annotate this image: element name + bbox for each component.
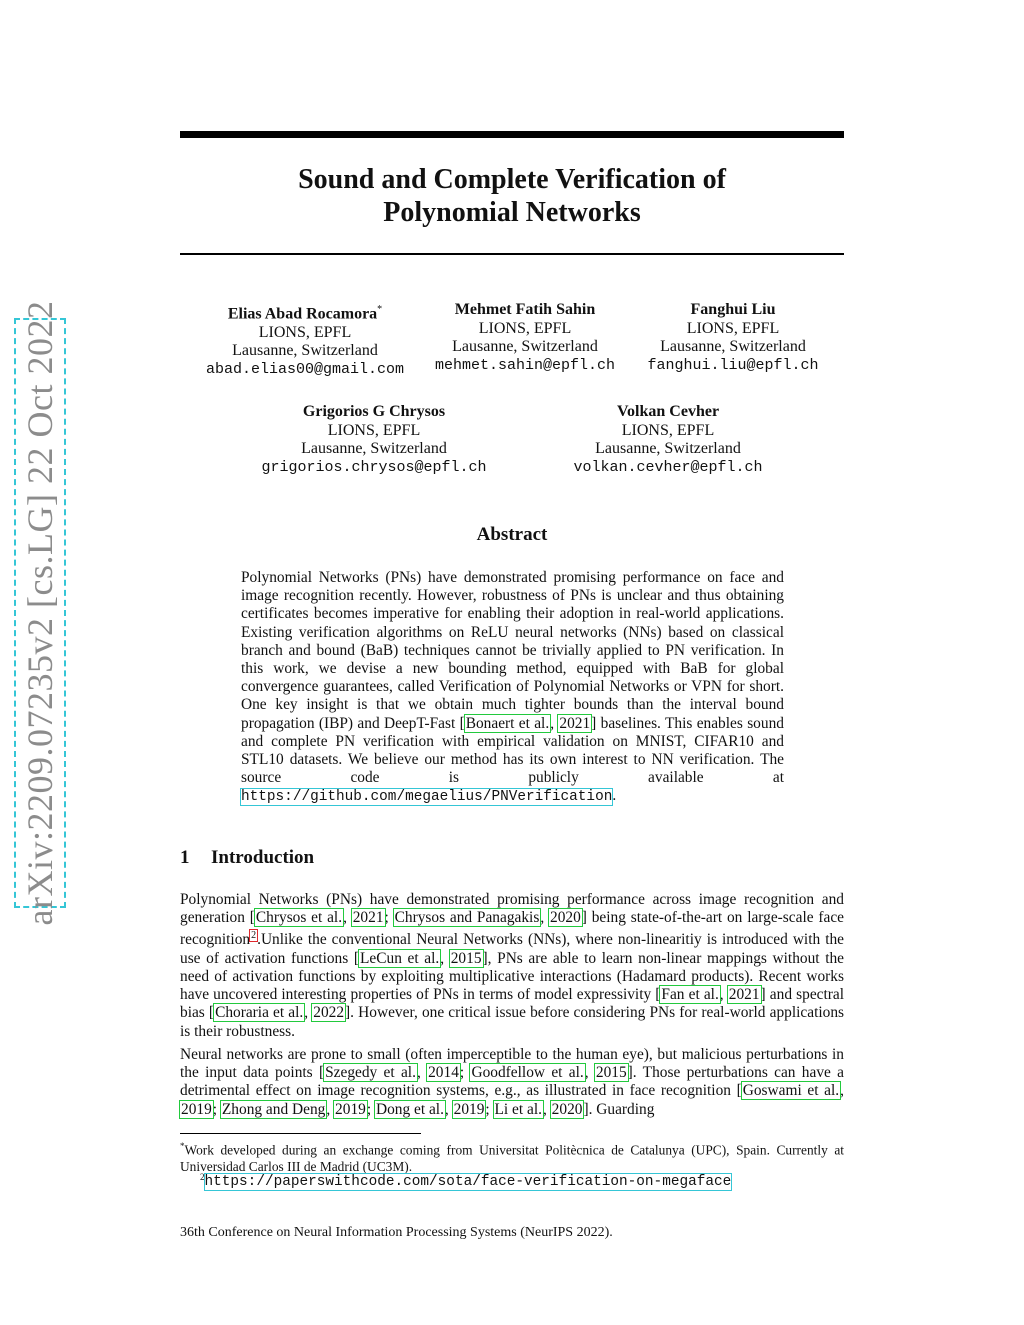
author-affiliation: LIONS, EPFL — [327, 421, 421, 439]
citation-link[interactable]: 2021 — [559, 714, 591, 732]
footnote-text: Work developed during an exchange coming from Universitat Politècnica de Catalunya (UPC), Spain. Currently at Universidad Carlos III de Madrid (UC3M). — [180, 1142, 844, 1175]
citation-link[interactable]: 2019 — [335, 1100, 366, 1118]
paragraph-text: .Unlike the conventional Neural Networks (NNs), where non-linearitiy is introduced with the use of activation functions [ — [180, 931, 844, 967]
abstract-body — [241, 569, 784, 807]
paragraph-text: ] being state-of-the-art on large-scale face recognition — [180, 909, 844, 949]
author-email[interactable]: mehmet.sahin@epfl.ch — [434, 356, 616, 374]
author-block — [254, 403, 494, 477]
author-name: Elias Abad Rocamora* — [227, 304, 383, 323]
author-email[interactable]: grigorios.chrysos@epfl.ch — [261, 458, 487, 476]
title-rule-bottom — [180, 253, 844, 255]
citation-separator: , — [550, 714, 559, 732]
author-location: Lausanne, Switzerland — [232, 342, 378, 360]
author-affiliation: LIONS, EPFL — [686, 319, 780, 337]
citation-link[interactable]: 2022 — [313, 1004, 345, 1022]
paragraph-text: Neural networks are prone to small (often imperceptible to the human eye), but malicious perturbations in the input data points [ — [180, 1046, 844, 1082]
citation-link[interactable]: Li et al. — [494, 1100, 542, 1118]
section-number: 1 — [180, 847, 190, 868]
citation-link[interactable]: Chrysos et al. — [255, 909, 343, 927]
citation-link[interactable]: LeCun et al. — [360, 949, 440, 967]
author-email[interactable]: fanghui.liu@epfl.ch — [647, 356, 819, 374]
abstract-heading: Abstract — [476, 524, 548, 545]
citation-link[interactable]: Chrysos and Panagakis — [394, 909, 540, 927]
citation-link[interactable]: 2019 — [181, 1100, 212, 1118]
citation-separator: , — [416, 1064, 428, 1082]
citation-separator: , — [304, 1004, 313, 1022]
citation-separator: ; — [459, 1064, 471, 1082]
section-title: Introduction — [211, 847, 315, 868]
citation-separator: , — [444, 1100, 453, 1118]
author-affiliation: LIONS, EPFL — [621, 421, 715, 439]
author-location: Lausanne, Switzerland — [301, 440, 447, 457]
author-email[interactable]: volkan.cevher@epfl.ch — [573, 458, 763, 476]
citation-separator: , — [840, 1082, 844, 1100]
citation-separator: , — [542, 1100, 551, 1118]
citation-link[interactable]: 2021 — [728, 986, 760, 1004]
citation-link[interactable]: Fan et al. — [661, 986, 719, 1004]
paragraph-text: ]. Those perturbations can have a detrimental effect on image recognition systems, e.g., as illustrated in face recognition [ — [180, 1064, 844, 1100]
paragraph-text: ]. However, one critical issue before considering PNs for real-world applications is their robustness. — [180, 1004, 844, 1040]
author-location: Lausanne, Switzerland — [452, 338, 598, 355]
citation-link[interactable]: Dong et al. — [375, 1100, 444, 1118]
citation-separator: ; — [366, 1100, 375, 1118]
author-affiliation: LIONS, EPFL — [478, 319, 572, 337]
author-name: Grigorios G Chrysos — [302, 403, 446, 420]
citation-separator: , — [540, 909, 549, 927]
author-block — [633, 301, 833, 375]
intro-paragraph-2 — [180, 1046, 844, 1119]
footnote-mark: * — [180, 1141, 185, 1151]
citation-separator: ; — [485, 1100, 494, 1118]
citation-link[interactable]: Bonaert et al. — [465, 714, 550, 732]
citation-link[interactable]: Szegedy et al. — [325, 1064, 416, 1082]
footnote-link[interactable]: 2 — [251, 930, 257, 942]
citation-link[interactable]: 2020 — [551, 1100, 583, 1118]
author-email[interactable]: abad.elias00@gmail.com — [205, 360, 405, 378]
citation-separator: ; — [384, 909, 394, 927]
author-location: Lausanne, Switzerland — [595, 440, 741, 457]
title-rule-top — [180, 131, 844, 138]
citation-link[interactable]: 2021 — [352, 909, 384, 927]
abstract-text: Polynomial Networks (PNs) have demonstrated promising performance on face and image recognition recently. However, robustness of PNs is unclear and thus obtaining certificates becomes imperative for enabling their adoption in real-world applications. Existing verification algorithms on ReLU neural networks (NNs) based on classical branch and bound (BaB) techniques cannot be trivially applied to PN verification. In this work, we devise a new bounding method, equipped with BaB for global convergence guarantees, called Verification of Polynomial Networks or VPN for short. One key insight is that we obtain much tighter bounds than the interval bound propagation (IBP) and DeepT-Fast [ — [241, 569, 784, 732]
abstract-text: . — [612, 787, 617, 805]
conference-footer: 36th Conference on Neural Information Processing Systems (NeurIPS 2022). — [180, 1225, 613, 1240]
author-block — [200, 301, 410, 379]
citation-separator: , — [719, 986, 728, 1004]
author-block — [558, 403, 778, 477]
citation-link[interactable]: 2020 — [550, 909, 581, 927]
author-footnote-mark: * — [377, 304, 383, 315]
title-line-1: Sound and Complete Verification of — [298, 164, 726, 195]
arxiv-id: arXiv:2209.07235v2 [cs.LG] 22 Oct 2022 — [20, 300, 60, 926]
citation-link[interactable]: 2019 — [453, 1100, 485, 1118]
author-block — [420, 301, 630, 375]
abstract-text: ] baselines. This enables sound and complete PN verification with empirical validation on MNIST, CIFAR10 and STL10 datasets. We believe our method has its own interest to NN verification. The source code is publicly available at — [241, 714, 784, 787]
author-name: Fanghui Liu — [690, 301, 776, 318]
title-line-2: Polynomial Networks — [383, 197, 641, 228]
section-heading — [180, 847, 314, 869]
footnote-url-link[interactable]: https://paperswithcode.com/sota/face-verification-on-megaface — [204, 1174, 732, 1191]
citation-link[interactable]: Zhong and Deng — [221, 1100, 326, 1118]
citation-link[interactable]: 2015 — [595, 1064, 627, 1082]
citation-link[interactable]: 2014 — [428, 1064, 459, 1082]
author-affiliation: LIONS, EPFL — [258, 323, 352, 341]
citation-separator: , — [343, 909, 352, 927]
arxiv-stamp[interactable] — [14, 300, 66, 926]
citation-link[interactable]: 2015 — [450, 949, 482, 967]
footnote-rule — [180, 1133, 421, 1134]
citation-separator: , — [584, 1064, 595, 1082]
author-name: Volkan Cevher — [616, 403, 720, 420]
footnote-2 — [200, 1172, 731, 1190]
source-code-link[interactable]: https://github.com/megaelius/PNVerification — [241, 789, 613, 806]
citation-separator: , — [326, 1100, 335, 1118]
citation-link[interactable]: Goswami et al. — [742, 1082, 840, 1100]
citation-link[interactable]: Goodfellow et al. — [471, 1064, 584, 1082]
paragraph-text: ] and spectral bias [ — [180, 986, 844, 1022]
paragraph-text: ], PNs are able to learn non-linear mappings without the need of activation functions by exploiting multiplicative interactions (Hadamard products). Recent works have uncovered interesting properties of PNs in terms of model expressivity [ — [180, 949, 844, 1004]
paper-title — [180, 163, 844, 229]
author-location: Lausanne, Switzerland — [660, 338, 806, 355]
citation-link[interactable]: Choraria et al. — [215, 1004, 304, 1022]
citation-separator: ; — [212, 1100, 221, 1118]
author-name: Mehmet Fatih Sahin — [454, 301, 596, 318]
paragraph-text: ]. Guarding — [583, 1100, 655, 1118]
footnote-1 — [180, 1138, 844, 1175]
intro-paragraph-1 — [180, 891, 844, 1041]
footnote-mark: 2 — [200, 1172, 205, 1182]
citation-separator: , — [440, 949, 450, 967]
paragraph-text: Polynomial Networks (PNs) have demonstrated promising performance across image recognition and generation [ — [180, 891, 844, 927]
